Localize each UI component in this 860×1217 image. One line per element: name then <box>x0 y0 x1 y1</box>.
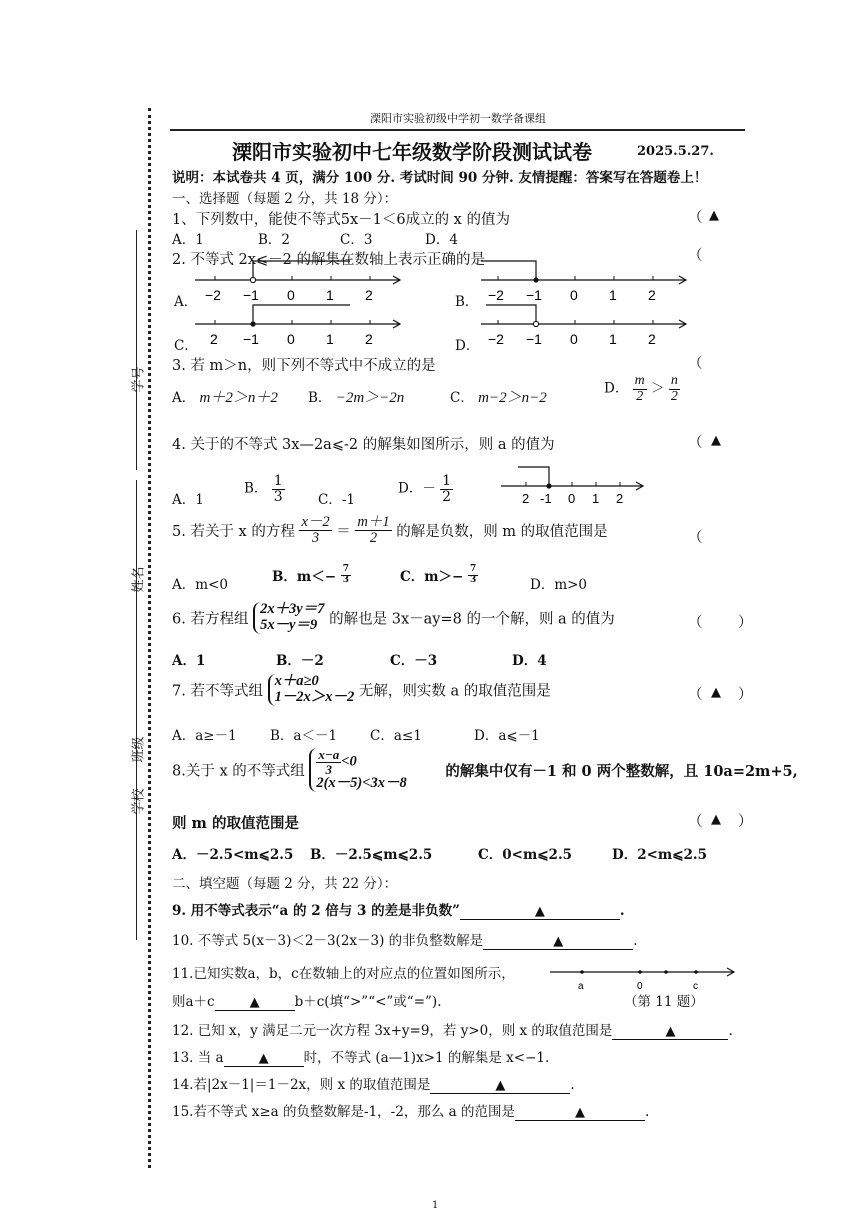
q5-c-num: 7 <box>470 564 477 575</box>
q11-numberline <box>548 958 738 992</box>
q8-option-a: A．－2.5<m⩽2.5 <box>172 847 294 863</box>
q12-text: 12. 已知 x，y 满足二元一次方程 3x+y=9，若 y>0，则 x 的取值范围是 <box>172 1023 613 1039</box>
q6-eq1: 2x＋3y＝7 <box>260 601 325 617</box>
q5-option-c-label: C．m＞− <box>400 569 464 585</box>
q2-numberline-a <box>190 258 405 306</box>
q14-end: . <box>570 1077 575 1093</box>
q6-option-d: D．4 <box>512 653 547 669</box>
q7-stem <box>172 674 551 706</box>
q14 <box>172 1073 575 1094</box>
q2c-tick-4: 1 <box>326 331 334 347</box>
q15 <box>172 1100 649 1121</box>
q2b-tick-1: −2 <box>488 287 504 303</box>
q5-option-c <box>400 565 478 585</box>
margin-line-class <box>136 630 137 800</box>
q7-eq1: x＋a≥0 <box>274 673 319 689</box>
q7-stem-a: 7. 若不等式组 <box>172 683 263 700</box>
q6-paren: （ <box>688 615 703 631</box>
section2-heading: 二、填空题（每题 2 分，共 22 分）： <box>172 876 398 892</box>
margin-line-number <box>136 230 137 470</box>
q2d-tick-3: 0 <box>570 331 578 347</box>
q8-option-d: D．2<m⩽2.5 <box>612 847 707 863</box>
q8-stem <box>172 748 798 792</box>
q6-stem-b: 的解也是 3x－ay=8 的一个解，则 a 的值为 <box>329 611 615 628</box>
q3-d-den1: 2 <box>636 388 644 404</box>
section1-heading: 一、选择题（每题 2 分，共 18 分）： <box>172 191 398 207</box>
q3-option-b <box>308 386 404 407</box>
page-title: 溧阳市实验初中七年级数学阶段测试试卷 <box>232 140 592 164</box>
margin-label-name: 姓名 <box>131 566 147 593</box>
q11-line2a: 则a＋c <box>172 994 215 1010</box>
q14-answer-mark: ▲ <box>495 1078 506 1093</box>
q8-stem-b: 的解集中仅有－1 和 0 两个整数解，且 10a=2m+5, <box>445 762 798 780</box>
q4-option-a: A．1 <box>172 492 204 508</box>
q5-paren: （ <box>688 530 703 546</box>
q9-text: 9. 用不等式表示“a 的 2 倍与 3 的差是非负数” <box>172 903 460 919</box>
q11-figure-caption: （第 11 题） <box>624 994 704 1010</box>
q3-option-a-expr: m＋2＞n＋2 <box>199 390 278 406</box>
q5-den1: 3 <box>311 530 320 547</box>
q8-eq1-den: 3 <box>325 761 333 777</box>
q4-b-num: 1 <box>273 473 283 489</box>
q2c-tick-2: −1 <box>243 331 259 347</box>
q3-d-den2: 2 <box>670 388 678 404</box>
q1-option-a: A．1 <box>172 232 204 248</box>
q11-line2b: b＋c(填“>”“<”或“=”). <box>294 994 442 1010</box>
q14-text: 14.若|2x－1|＝1－2x，则 x 的取值范围是 <box>172 1077 431 1093</box>
q8-stem-c: 则 m 的取值范围是 <box>172 815 299 832</box>
q2c-tick-1: 2 <box>210 331 218 347</box>
q2b-tick-5: 2 <box>648 287 656 303</box>
q5-option-d: D．m>0 <box>530 577 588 593</box>
q6-paren-right: ） <box>738 615 753 631</box>
prep-group: 溧阳市实验初级中学初一数学备课组 <box>370 112 546 125</box>
q9-answer-mark: ▲ <box>534 904 545 919</box>
q3-option-a-label: A． <box>172 390 196 406</box>
q15-text: 15.若不等式 x≥a 的负整数解是-1，-2，那么 a 的范围是 <box>172 1104 515 1120</box>
q3-option-a <box>172 386 278 407</box>
q1-option-d: D．4 <box>425 232 458 248</box>
binding-dotted-line <box>148 108 151 1168</box>
q8-option-c: C．0<m⩽2.5 <box>478 847 573 863</box>
q4-stem: 4. 关于的不等式 3x—2a⩽-2 的解集如图所示，则 a 的值为 <box>172 437 555 453</box>
q4-option-d <box>398 474 453 504</box>
q2b-tick-3: 0 <box>570 287 578 303</box>
q4-answer-mark: ▲ <box>711 433 721 448</box>
q8-eq2: 2(x－5)<3x－8 <box>316 775 407 792</box>
q7-paren: （ <box>688 687 703 703</box>
header-rule <box>170 129 745 131</box>
margin-label-class: 班级 <box>131 736 147 763</box>
q2c-tick-5: 2 <box>365 331 373 347</box>
q7-system <box>268 674 355 706</box>
margin-line-school <box>136 800 137 940</box>
q6-stem-a: 6. 若方程组 <box>172 611 249 628</box>
q7-option-d: D．a⩽－1 <box>474 728 540 744</box>
q5-stem-a: 5. 若关于 x 的方程 <box>172 524 295 541</box>
q2b-tick-2: −1 <box>526 287 542 303</box>
q2-numberline-c <box>190 302 405 350</box>
q3-option-c-label: C． <box>450 390 474 406</box>
q13 <box>172 1046 549 1067</box>
q10-answer-mark: ▲ <box>553 934 564 949</box>
q5-b-num: 7 <box>342 564 349 575</box>
q3-option-b-label: B． <box>308 390 332 406</box>
q2a-tick-3: 0 <box>287 287 295 303</box>
q5-option-b <box>272 565 351 585</box>
q4-tick-3: 0 <box>568 491 576 506</box>
q10-end: . <box>633 933 638 949</box>
q3-paren: （ <box>688 356 703 372</box>
q4-option-b-label: B． <box>244 480 268 497</box>
q2-numberline-b <box>476 258 691 306</box>
q10-text: 10. 不等式 5(x－3)＜2－3(2x－3) 的非负整数解是 <box>172 933 484 949</box>
q1-stem: 1、下列数中，能使不等式5x－1＜6成立的 x 的值为 <box>172 212 510 228</box>
q2d-tick-5: 2 <box>648 331 656 347</box>
q7-answer-mark: ▲ <box>711 685 721 700</box>
q5-num1: x－2 <box>301 514 330 530</box>
q11-line1: 11.已知实数a，b，c在数轴上的对应点的位置如图所示， <box>172 966 515 982</box>
margin-line-name <box>136 480 137 630</box>
q7-option-b: B．a＜－1 <box>270 728 338 744</box>
q5-stem <box>172 515 608 546</box>
q4-option-b <box>244 474 285 504</box>
q11-line2 <box>172 990 441 1011</box>
q3-d-num1: m <box>634 373 645 388</box>
q8-system <box>309 748 406 792</box>
q4-tick-5: 2 <box>616 491 624 506</box>
q2d-tick-2: −1 <box>526 331 542 347</box>
q11-label-c: c <box>693 981 698 992</box>
exam-date: 2025.5.27. <box>637 144 714 159</box>
q2-option-b-label: B． <box>455 294 479 310</box>
q13-text-a: 13. 当 a <box>172 1050 224 1066</box>
q8-answer-mark: ▲ <box>711 812 721 827</box>
margin-label-school: 学校 <box>131 788 147 815</box>
q5-option-a: A．m<0 <box>172 577 228 593</box>
q1-answer-mark: ▲ <box>709 208 719 223</box>
q15-answer-mark: ▲ <box>574 1105 585 1120</box>
q3-option-c <box>450 386 547 407</box>
q5-eq: ＝ <box>336 524 351 541</box>
q13-answer-mark: ▲ <box>258 1051 269 1066</box>
q5-stem-b: 的解是负数，则 m 的取值范围是 <box>396 524 608 541</box>
q4-tick-4: 1 <box>592 491 600 506</box>
q15-end: . <box>644 1104 650 1120</box>
q7-eq2: 1－2x＞x－2 <box>274 688 355 705</box>
q2d-tick-1: −2 <box>488 331 504 347</box>
q7-stem-b: 无解，则实数 a 的取值范围是 <box>358 683 551 700</box>
q5-b-den: 3 <box>342 574 349 585</box>
q4-d-den: 2 <box>442 488 452 505</box>
margin-label-number: 学号 <box>131 366 147 393</box>
q12-end: . <box>728 1023 733 1039</box>
q6-option-a: A．1 <box>172 653 206 669</box>
q7-option-c: C．a≤1 <box>370 728 422 744</box>
q13-text-b: 时，不等式 (a—1)x>1 的解集是 x<−1. <box>303 1050 550 1066</box>
q4-numberline <box>498 462 648 508</box>
q2-stem: 2. 不等式 2x⩽－2 的解集在数轴上表示正确的是 <box>172 252 485 268</box>
q2-paren: （ <box>688 248 703 264</box>
q2b-tick-4: 1 <box>609 287 617 303</box>
q11-answer-mark: ▲ <box>249 995 260 1010</box>
q2d-tick-4: 1 <box>609 331 617 347</box>
q4-d-num: 1 <box>442 473 452 489</box>
q6-stem <box>172 602 615 634</box>
q2a-tick-1: −2 <box>205 287 221 303</box>
q11-label-0: 0 <box>637 981 643 992</box>
q3-option-c-expr: m−2＞n−2 <box>478 390 547 406</box>
q9-end: . <box>619 903 625 919</box>
q1-paren: （ <box>688 210 703 226</box>
q10 <box>172 929 637 950</box>
q5-num2: m＋1 <box>357 514 390 530</box>
q2a-tick-4: 1 <box>326 287 334 303</box>
q8-paren: （ <box>688 814 703 830</box>
q3-stem: 3. 若 m＞n，则下列不等式中不成立的是 <box>172 358 436 374</box>
q4-tick-1: 2 <box>522 491 530 506</box>
q8-paren-right: ） <box>738 814 753 830</box>
q8-eq1-num: x−a <box>318 747 340 762</box>
q8-option-b: B．－2.5⩽m⩽2.5 <box>310 847 433 863</box>
q6-option-c: C．－3 <box>390 653 438 669</box>
q6-eq2: 5x－y＝9 <box>260 616 318 633</box>
q2-numberline-d <box>476 302 691 350</box>
q4-tick-2: -1 <box>540 491 552 506</box>
q2-option-c-label: C． <box>174 338 198 354</box>
q9 <box>172 899 625 920</box>
q6-system <box>253 602 324 634</box>
page-number: 1 <box>432 1200 439 1211</box>
q3-d-num2: n <box>670 373 678 388</box>
q4-paren: （ <box>688 435 703 451</box>
q5-option-b-label: B．m＜− <box>272 569 337 585</box>
q3-option-d <box>604 374 680 404</box>
q2a-tick-2: −1 <box>243 287 259 303</box>
q4-option-d-label: D．－ <box>398 480 436 497</box>
q8-eq1-rest: <0 <box>341 753 357 770</box>
q2-option-d-label: D． <box>455 338 480 354</box>
q3-option-d-label: D． <box>604 380 629 397</box>
q4-b-den: 3 <box>273 488 283 505</box>
q11-label-a: a <box>578 981 584 992</box>
q3-d-op: ＞ <box>651 380 665 397</box>
q8-stem-a: 8.关于 x 的不等式组 <box>172 763 305 780</box>
q6-option-b: B．－2 <box>276 653 324 669</box>
q2c-tick-3: 0 <box>287 331 295 347</box>
q5-den2: 2 <box>369 530 378 547</box>
q4-option-c: C．-1 <box>318 492 355 508</box>
instructions: 说明：本试卷共 4 页，满分 100 分. 考试时间 90 分钟. 友情提醒：答案写在答题卷上！ <box>172 170 708 186</box>
q12 <box>172 1019 733 1040</box>
q5-c-den: 3 <box>470 574 477 585</box>
q7-paren-right: ） <box>738 687 753 703</box>
q12-answer-mark: ▲ <box>665 1024 676 1039</box>
q3-option-b-expr: −2m＞−2n <box>335 390 405 406</box>
q2a-tick-5: 2 <box>365 287 373 303</box>
q1-option-c: C．3 <box>340 232 373 248</box>
q7-option-a: A．a≥－1 <box>172 728 237 744</box>
q2-option-a-label: A． <box>174 294 198 310</box>
q1-option-b: B．2 <box>258 232 291 248</box>
